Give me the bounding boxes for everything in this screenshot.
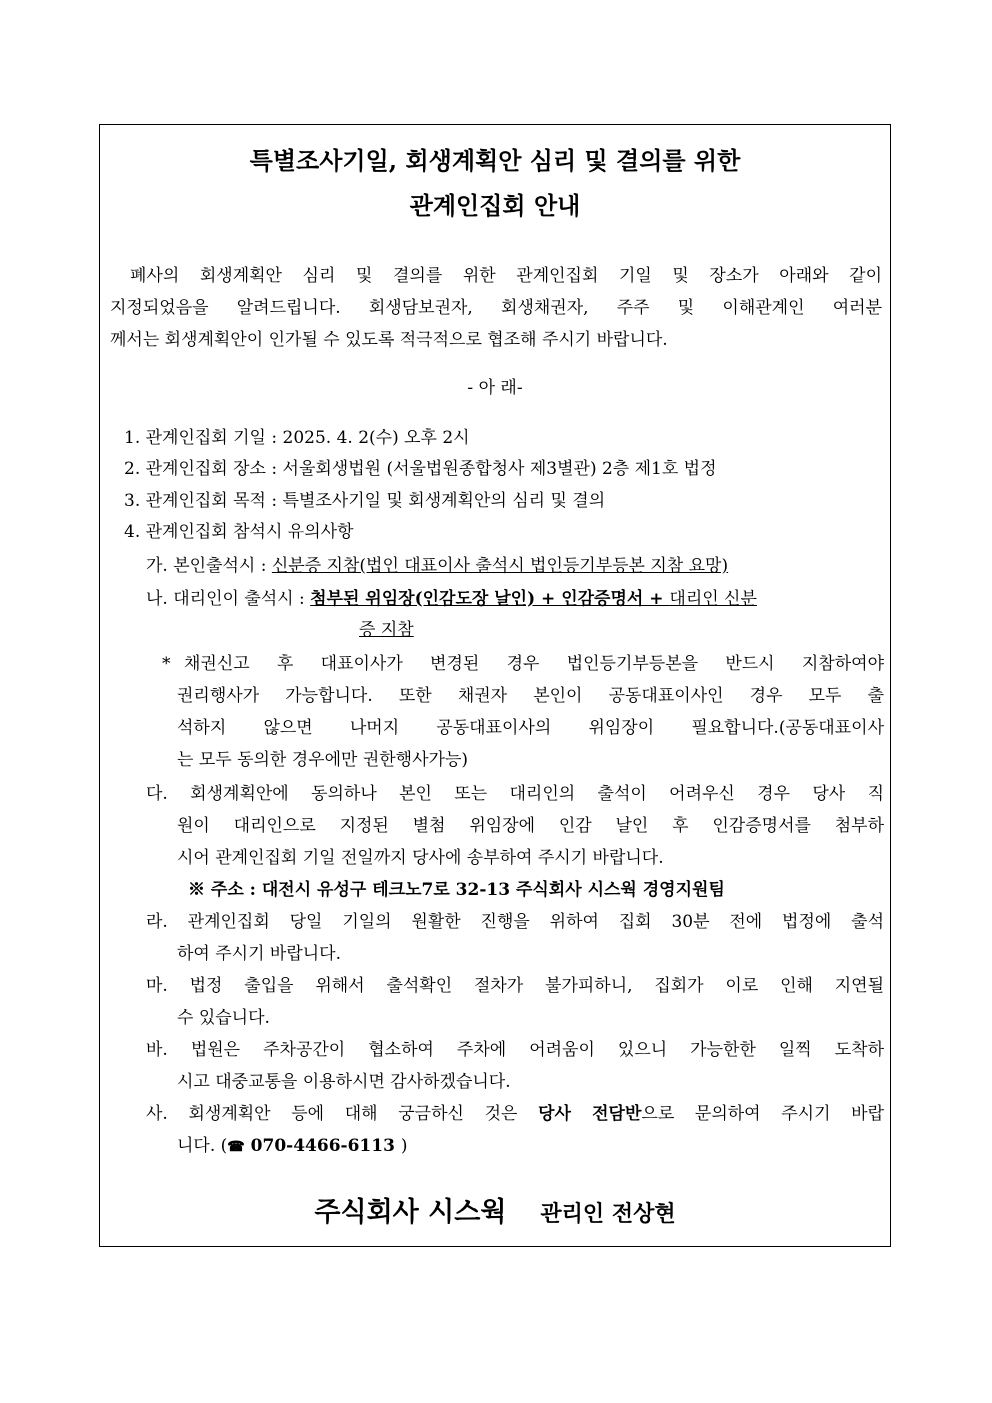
item-place: 2. 관계인집회 장소 : 서울회생법원 (서울법원종합청사 제3별관) 2층 제1호 법정 [124, 459, 717, 479]
caution-da-line-2: 원이 대리인으로 지정된 별첨 위임장에 인감 날인 후 인감증명서를 첨부하 [177, 816, 884, 836]
intro-line-3: 께서는 회생계획안이 인가될 수 있도록 적극적으로 협조해 주시기 바랍니다. [110, 330, 668, 350]
caution-ma-line-2: 수 있습니다. [177, 1008, 270, 1028]
caution-sa-text-a: 사. 회생계획안 등에 대해 궁금하신 것은 [146, 1104, 539, 1124]
company-name: 주식회사 시스웍 [314, 1197, 507, 1228]
notice-heading: - 아 래- [467, 378, 523, 398]
caution-ga [146, 555, 728, 577]
item-date: 1. 관계인집회 기일 : 2025. 4. 2(수) 오후 2시 [124, 428, 470, 448]
note-line-3: 석하지 않으면 나머지 공동대표이사의 위임장이 필요합니다.(공동대표이사 [177, 718, 884, 738]
caution-na [146, 588, 757, 610]
caution-ra-line-2: 하여 주시기 바랍니다. [177, 944, 342, 964]
caution-ga-text: 신분증 지참(법인 대표이사 출석시 법인등기부등본 지참 요망) [271, 556, 729, 576]
caution-da-line-3: 시어 관계인집회 기일 전일까지 당사에 송부하여 주시기 바랍니다. [177, 848, 664, 868]
signature-line [100, 1190, 890, 1229]
caution-ba-line-2: 시고 대중교통을 이용하시면 감사하겠습니다. [177, 1072, 511, 1092]
manager-name: 관리인 전상현 [540, 1201, 676, 1227]
item-cautions: 4. 관계인집회 참석시 유의사항 [124, 522, 354, 542]
caution-na-cont: 증 지참 [359, 620, 414, 640]
intro-line-2: 지정되었음을 알려드립니다. 회생담보권자, 회생채권자, 주주 및 이해관계인 여러분 [110, 298, 882, 318]
caution-da-line-1: 다. 회생계획안에 동의하나 본인 또는 대리인의 출석이 어려우신 경우 당사 직 [146, 784, 884, 804]
note-line-1: 채권신고 후 대표이사가 변경된 경우 법인등기부등본을 반드시 지참하여야 [184, 654, 884, 674]
notice-title-line2: 관계인집회 안내 [409, 191, 581, 220]
caution-sa-close: ) [400, 1136, 408, 1156]
caution-sa-line-2 [177, 1135, 407, 1158]
mailing-address: ※ 주소 : 대전시 유성구 테크노7로 32-13 주식회사 시스웍 경영지원팀 [188, 880, 725, 900]
caution-sa-team: 당사 전담반 [538, 1104, 642, 1124]
telephone-icon: ☎ [227, 1139, 245, 1155]
caution-sa-text-c: 으로 문의하여 주시기 바랍 [641, 1104, 885, 1124]
caution-na-rest: 대리인 신분 [669, 589, 757, 609]
caution-ga-label: 가. 본인출석시 : [146, 556, 272, 576]
contact-phone: 070-4466-6113 [244, 1136, 401, 1156]
notice-frame [99, 124, 891, 1247]
notice-title-line1: 특별조사기일, 회생계획안 심리 및 결의를 위한 [249, 146, 741, 175]
intro-line-1: 폐사의 회생계획안 심리 및 결의를 위한 관계인집회 기일 및 장소가 아래와 같이 [130, 266, 882, 286]
note-star: * [162, 654, 171, 674]
caution-sa-text-d: 니다. ( [177, 1136, 228, 1156]
note-line-4: 는 모두 동의한 경우에만 권한행사가능) [177, 750, 468, 770]
caution-ra-line-1: 라. 관계인집회 당일 기일의 원활한 진행을 위하여 집회 30분 전에 법정에 출석 [146, 912, 884, 932]
caution-sa-line-1 [146, 1103, 884, 1125]
caution-na-label: 나. 대리인이 출석시 : [146, 589, 311, 609]
caution-na-bold: 첨부된 위임장(인감도장 날인) + 인감증명서 + [310, 589, 670, 609]
item-purpose: 3. 관계인집회 목적 : 특별조사기일 및 회생계획안의 심리 및 결의 [124, 491, 606, 511]
caution-ba-line-1: 바. 법원은 주차공간이 협소하여 주차에 어려움이 있으니 가능한한 일찍 도착하 [146, 1040, 884, 1060]
caution-ma-line-1: 마. 법정 출입을 위해서 출석확인 절차가 불가피하니, 집회가 이로 인해 지연될 [146, 976, 884, 996]
note-line-2: 권리행사가 가능합니다. 또한 채권자 본인이 공동대표이사인 경우 모두 출 [177, 686, 884, 706]
